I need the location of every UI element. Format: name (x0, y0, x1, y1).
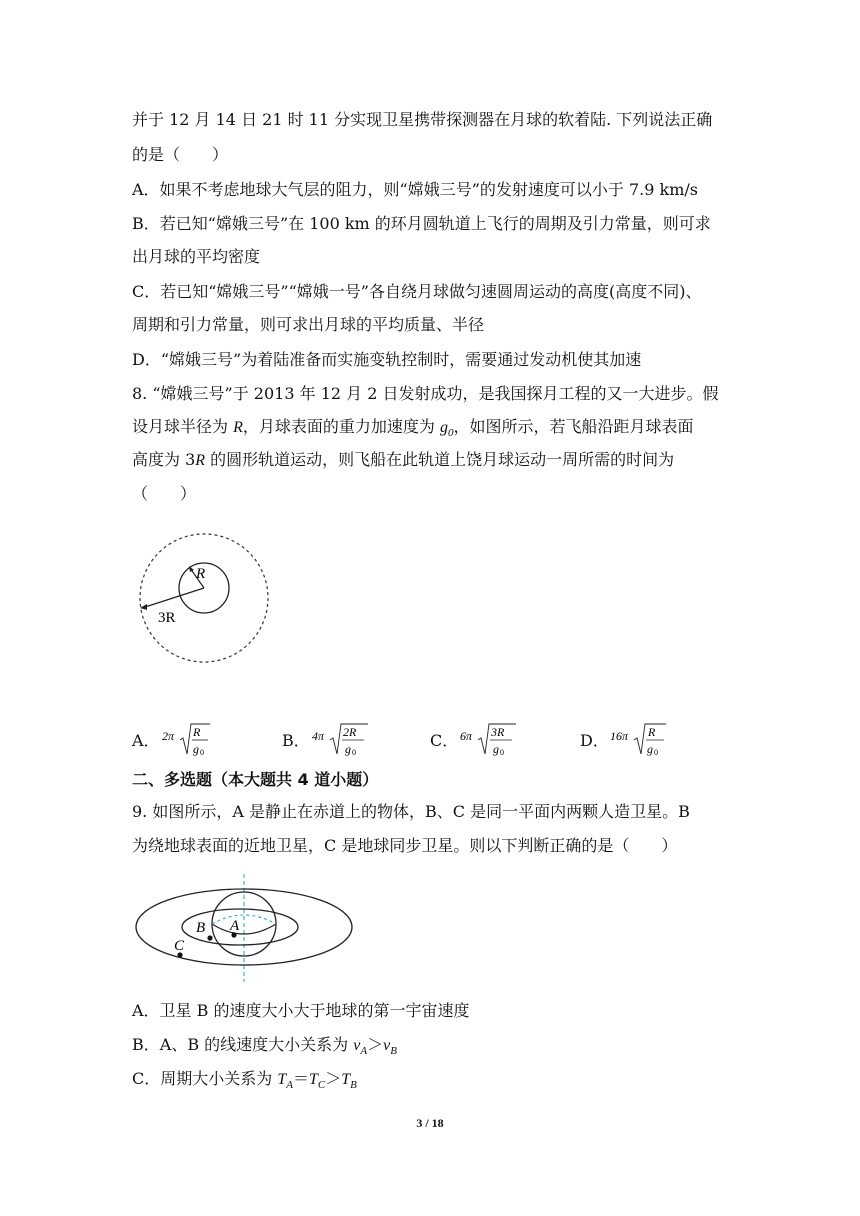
q8-option-d-label: D． (580, 731, 609, 750)
svg-text:0: 0 (654, 748, 658, 757)
q8-option-d-formula (608, 722, 718, 758)
q8-option-a-label: A． (132, 731, 160, 750)
q8-option-b-label: B． (282, 731, 310, 750)
q8-orbit-figure (128, 522, 278, 672)
svg-text:0: 0 (352, 748, 356, 757)
radius-arrowhead-3r (140, 604, 147, 610)
q8-option-c (430, 722, 570, 758)
svg-text:2R: 2R (343, 725, 357, 739)
q9-option-a: A．卫星 B 的速度大小大于地球的第一宇宙速度 (132, 1001, 470, 1020)
q8-stem-line2: 设月球半径为 R，月球表面的重力加速度为 $g_0$，如图所示，若飞船沿距月球表面 (132, 417, 694, 440)
label-c: C (174, 938, 185, 954)
q8-stem-line4: （ ） (132, 484, 197, 503)
radius-arrow-3r (142, 588, 204, 608)
orbit-3r-dashed (140, 534, 268, 662)
q7-option-a: A．如果不考虑地球大气层的阻力，则“嫦娥三号”的发射速度可以小于 7.9 km/s (132, 180, 699, 199)
q9-stem-line2: 为绕地球表面的近地卫星，C 是地球同步卫星。则以下判断正确的是（ ） (132, 836, 678, 855)
label-3r: 3R (158, 610, 176, 626)
label-b: B (196, 920, 206, 936)
svg-text:0: 0 (500, 748, 504, 757)
label-r: R (196, 566, 206, 582)
section-heading-multiple-choice: 二、多选题（本大题共 4 道小题） (132, 770, 379, 789)
svg-text:g: g (193, 742, 199, 756)
q7-option-c-line1: C．若已知“嫦娥三号”“嫦娥一号”各自绕月球做匀速圆周运动的高度(高度不同)、 (132, 282, 702, 301)
svg-text:g: g (345, 742, 351, 756)
svg-text:g: g (647, 742, 653, 756)
q8-option-b-formula (310, 722, 410, 758)
q9-stem-line1: 9. 如图所示，A 是静止在赤道上的物体，B、C 是同一平面内两颗人造卫星。B (132, 802, 690, 821)
q8-option-c-formula (458, 722, 558, 758)
q8-option-d (580, 722, 730, 758)
page-number: 3 / 18 (416, 1116, 444, 1130)
q7-intro-line2: 的是（ ） (132, 145, 229, 164)
q8-option-b (282, 722, 422, 758)
svg-text:0: 0 (200, 748, 204, 757)
q8-option-a (132, 722, 272, 758)
svg-text:16π: 16π (610, 729, 629, 743)
q9-option-c: C．周期大小关系为 $T_A=T_C>T_B$ (132, 1069, 357, 1092)
q7-option-d: D．“嫦娥三号”为着陆准备而实施变轨控制时，需要通过发动机使其加速 (132, 350, 642, 369)
svg-text:3R: 3R (491, 725, 505, 739)
q9-option-b: B．A、B 的线速度大小关系为 $v_A>v_B$ (132, 1035, 397, 1058)
svg-text:4π: 4π (312, 729, 325, 743)
svg-text:R: R (648, 725, 656, 739)
q7-intro-line1: 并于 12 月 14 日 21 时 11 分实现卫星携带探测器在月球的软着陆. 下列说法正确 (132, 110, 713, 129)
q7-option-c-line2: 周期和引力常量，则可求出月球的平均质量、半径 (132, 315, 485, 334)
svg-text:R: R (193, 725, 201, 739)
q7-option-b-line1: B．若已知“嫦娥三号”在 100 km 的环月圆轨道上飞行的周期及引力常量，则可求 (132, 214, 711, 233)
label-a: A (230, 918, 240, 934)
svg-text:6π: 6π (460, 729, 473, 743)
svg-text:2π: 2π (162, 729, 175, 743)
point-b (207, 935, 212, 940)
q9-satellite-figure (132, 872, 362, 984)
q8-option-a-formula (160, 722, 260, 758)
q8-option-c-label: C． (430, 731, 459, 750)
svg-text:g: g (493, 742, 499, 756)
q7-option-b-line2: 出月球的平均密度 (132, 247, 261, 266)
q8-stem-line1: 8. “嫦娥三号”于 2013 年 12 月 2 日发射成功，是我国探月工程的又一大进步。假 (132, 384, 719, 403)
q8-stem-line3: 高度为 3R 的圆形轨道运动，则飞船在此轨道上饶月球运动一周所需的时间为 (132, 450, 675, 469)
